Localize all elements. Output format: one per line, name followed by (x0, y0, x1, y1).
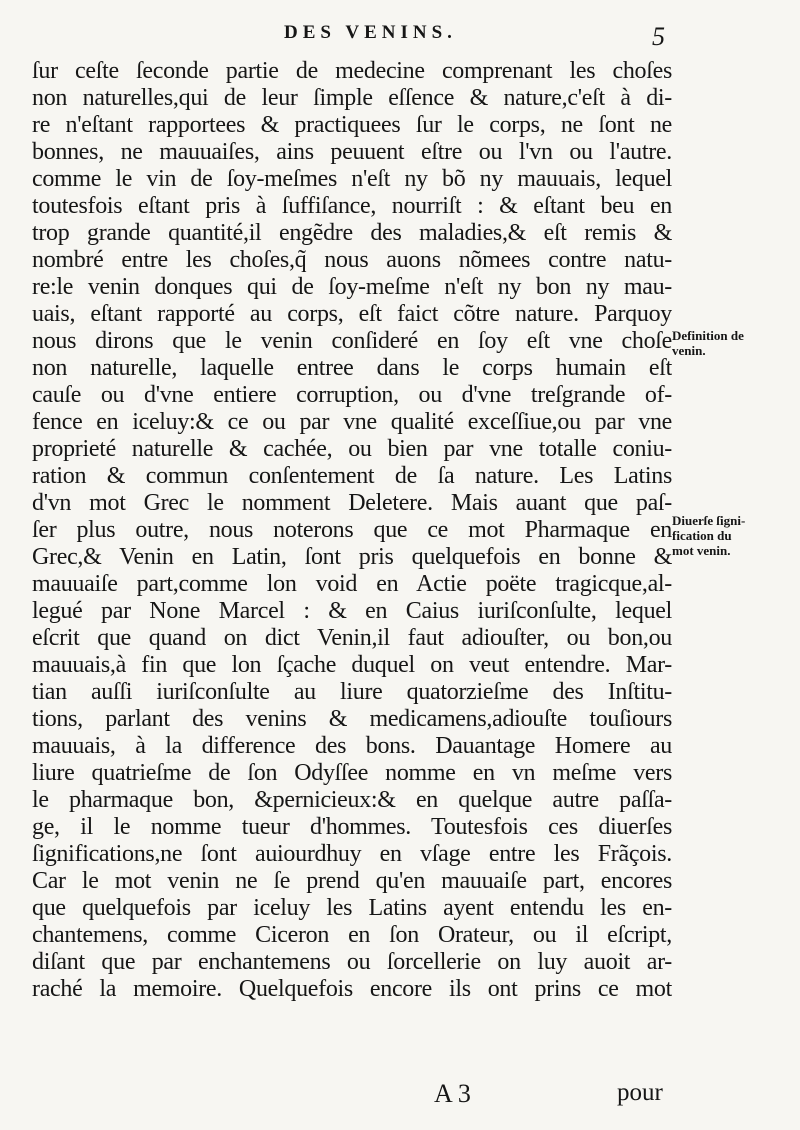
text-line: non naturelle, laquelle entree dans le corps humain eſt (32, 355, 672, 381)
text-line: ſur ceſte ſeconde partie de medecine comprenant les choſes (32, 58, 672, 84)
catchword: pour (617, 1079, 663, 1106)
text-line: proprieté naturelle & cachée, ou bien par vne totalle coniu- (32, 436, 672, 462)
marginal-note-line: Diuerſe ſigni- (672, 513, 746, 528)
text-line: ge, il le nomme tueur d'hommes. Toutesfois ces diuerſes (32, 814, 672, 840)
text-line: uais, eſtant rapporté au corps, eſt faict cõtre nature. Parquoy (32, 301, 672, 327)
text-line: trop grande quantité,il engẽdre des maladies,& eſt remis & (32, 220, 672, 246)
body-text (32, 58, 672, 1003)
text-line: re:le venin donques qui de ſoy-meſme n'eſt ny bon ny mau- (32, 274, 672, 300)
text-line: tions, parlant des venins & medicamens,adiouſte touſiours (32, 706, 672, 732)
text-line: mauuais, à la difference des bons. Dauantage Homere au (32, 733, 672, 759)
text-line: Grec,& Venin en Latin, ſont pris quelquefois en bonne & (32, 544, 672, 570)
marginal-note-line: mot venin. (672, 543, 731, 558)
text-line: mauuaiſe part,comme lon void en Actie poëte tragicque,al- (32, 571, 672, 597)
text-line: nous dirons que le venin conſideré en ſoy eſt vne choſe (32, 328, 672, 354)
text-line: re n'eſtant rapportees & practiquees ſur le corps, ne ſont ne (32, 112, 672, 138)
text-line: nombré entre les choſes,q̃ nous auons nõmees contre natu- (32, 247, 672, 273)
text-line: mauuais,à fin que lon ſçache duquel on veut entendre. Mar- (32, 652, 672, 678)
text-line: d'vn mot Grec le nomment Deletere. Mais auant que paſ- (32, 490, 672, 516)
text-line: Car le mot venin ne ſe prend qu'en mauuaiſe part, encores (32, 868, 672, 894)
text-line: tian auſſi iuriſconſulte au liure quatorzieſme des Inſtitu- (32, 679, 672, 705)
text-line: chantemens, comme Ciceron en ſon Orateur, ou il eſcript, (32, 922, 672, 948)
text-line: cauſe ou d'vne entiere corruption, ou d'vne treſgrande of- (32, 382, 672, 408)
text-line: que quelquefois par iceluy les Latins ayent entendu les en- (32, 895, 672, 921)
marginal-note-line: fication du (672, 528, 732, 543)
text-line: comme le vin de ſoy-meſmes n'eſt ny bõ ny mauuais, lequel (32, 166, 672, 192)
text-line: ſer plus outre, nous noterons que ce mot Pharmaque en (32, 517, 672, 543)
text-line: non naturelles,qui de leur ſimple eſſence & nature,c'eſt à di- (32, 85, 672, 111)
marginal-note-signification (672, 513, 745, 558)
marginal-note-line: Definition de (672, 328, 744, 343)
text-line: ration & commun conſentement de ſa nature. Les Latins (32, 463, 672, 489)
text-line: diſant que par enchantemens ou ſorcellerie on luy auoit ar- (32, 949, 672, 975)
text-line: raché la memoire. Quelquefois encore ils ont prins ce mot (32, 976, 672, 1002)
text-line: legué par None Marcel : & en Caius iuriſconſulte, lequel (32, 598, 672, 624)
marginal-note-definition (672, 328, 744, 358)
signature-mark: A 3 (434, 1079, 471, 1108)
page-number: 5 (652, 22, 665, 51)
text-line: eſcrit que quand on dict Venin,il faut adiouſter, ou bon,ou (32, 625, 672, 651)
text-line: liure quatrieſme de ſon Odyſſee nomme en vn meſme vers (32, 760, 672, 786)
marginal-note-line: venin. (672, 343, 706, 358)
text-line: bonnes, ne mauuaiſes, ains peuuent eſtre ou l'vn ou l'autre. (32, 139, 672, 165)
running-head: DES VENINS. (284, 22, 457, 43)
text-line: ſignifications,ne ſont auiourdhuy en vſage entre les Frãçois. (32, 841, 672, 867)
text-line: fence en iceluy:& ce ou par vne qualité exceſſiue,ou par vne (32, 409, 672, 435)
text-line: toutesfois eſtant pris à ſuffiſance, nourriſt : & eſtant beu en (32, 193, 672, 219)
text-line: le pharmaque bon, &pernicieux:& en quelque autre paſſa- (32, 787, 672, 813)
